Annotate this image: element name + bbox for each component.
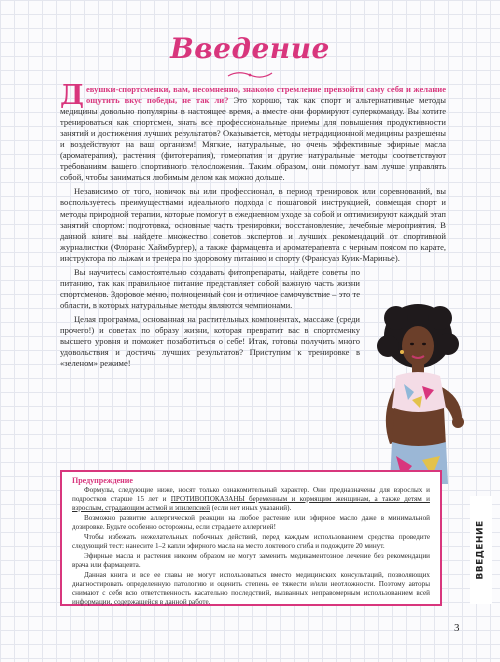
lead-text: Это хорошо, так как спорт и альтернативные методы медицины довольно популярны в настоящее время, а вместе они формируют суперкоманду. Вы хотите тренироваться как спортсмен, знать все профессиональные приемы для повышения продуктивности занятий и достижения лучших результатов? Оказывается, методы нетрадиционной медицины разрешены и воздействуют на ваш организм! Мягкие, натуральные, но очень эффективные эфирные масла (ароматерапия), растения (фитотерапия), гомеопатия и другие натуральные методы соответствуют требованиям вашего спортивного телосложения. Таким образом, они помогут вам лучше управлять собой, чтобы заниматься любимым делом как можно дольше. <box>60 95 446 183</box>
warning-paragraph-2: Возможно развитие аллергической реакции на любое растение или эфирное масло даже в минимальной дозировке. Будьте особенно осторожны, если страдаете аллергией! <box>72 514 430 531</box>
warning-paragraph-4: Эфирные масла и растения никоим образом не могут заменить медикаментозное лечение без рекомендации врача или фармацевта. <box>72 552 430 569</box>
chapter-side-tab-label: ВВЕДЕНИЕ <box>476 520 486 580</box>
paragraph-3: Вы научитесь самостоятельно создавать фитопрепараты, найдете советы по питанию, так как правильное питание представляет собой важную часть жизни спортсменов. Здоровое меню, полноценный сон и отличное самочувствие – это те области, в которых натуральные методы являются чемпионами. <box>60 266 360 310</box>
warning-paragraph-5: Данная книга и все ее главы не могут использоваться вместо медицинских консультаций, позволяющих диагностировать определенную патологию и оценить степень ее тяжести и/или неотложности. Поэтому авторы снимают с себя всю ответственность касательно последствий, вызванных неправомерным использованием всей информации, содержащейся в данной работе. <box>72 571 430 606</box>
warning-paragraph-3: Чтобы избежать нежелательных побочных действий, перед каждым использованием средства проведите следующий тест: нанесите 1–2 капли эфирного масла на место локтевого сгиба и подождите 20 минут. <box>72 533 430 550</box>
paragraph-2: Независимо от того, новичок вы или профессионал, в период тренировок или соревнований, вы воспользуетесь преимуществами идеального подхода с пошаговой инструкцией, совмещая спорт и методы природной терапии, которые помогут в ежедневном уходе за собой и оптимизируют каждый этап занятий спортом: подготовка, основные часть тренировки, восстановление, лечебные мероприятия. В данной книге вы найдете множество советов экспертов и лучших рекомендаций от спортивной журналистки (Флоранс Хаймбургер), а также фармацевта и ароматерапевта с черным поясом по карате, инструктора по лыжам и тренера по здоровому питанию и спорту (Франсуаз Куик-Маринье). <box>60 186 446 263</box>
page-number: 3 <box>454 622 460 634</box>
warning-box <box>60 470 442 606</box>
warning-p1-before: Формулы, следующие ниже, носят только ознакомительный характер. Они предназначены для взрослых и подростков старше 15 лет и <box>72 486 430 503</box>
lead-highlight: евушки-спортсменки, вам, несомненно, знакомо стремление превзойти саму себя и желание ощутить вкус победы, не так ли? <box>86 84 446 106</box>
warning-paragraph-1 <box>72 486 430 513</box>
article-body <box>60 80 446 372</box>
lead-paragraph <box>60 80 446 183</box>
warning-p1-after: (если нет иных указаний). <box>210 504 292 512</box>
warning-title: Предупреждение <box>72 476 133 485</box>
warning-p1-underlined: ПРОТИВОПОКАЗАНЫ беременным и кормящим женщинам, а также детям и взрослым, страдающим астмой и эпилепсией <box>72 495 430 512</box>
chapter-side-tab <box>470 496 492 604</box>
flourish-ornament <box>226 70 274 80</box>
paragraph-4: Целая программа, основанная на растительных компонентах, массаже (среди прочего!) и советах по образу жизни, которая превратит вас в спортсменку высшего уровня и поможет позаботиться о себе! Итак, готовы получить много удовольствия и достичь лучших результатов? Приступим к тренировке в «зеленом» режиме! <box>60 313 360 369</box>
dropcap-letter: Д <box>60 80 85 111</box>
page-title: Введение <box>170 32 330 65</box>
